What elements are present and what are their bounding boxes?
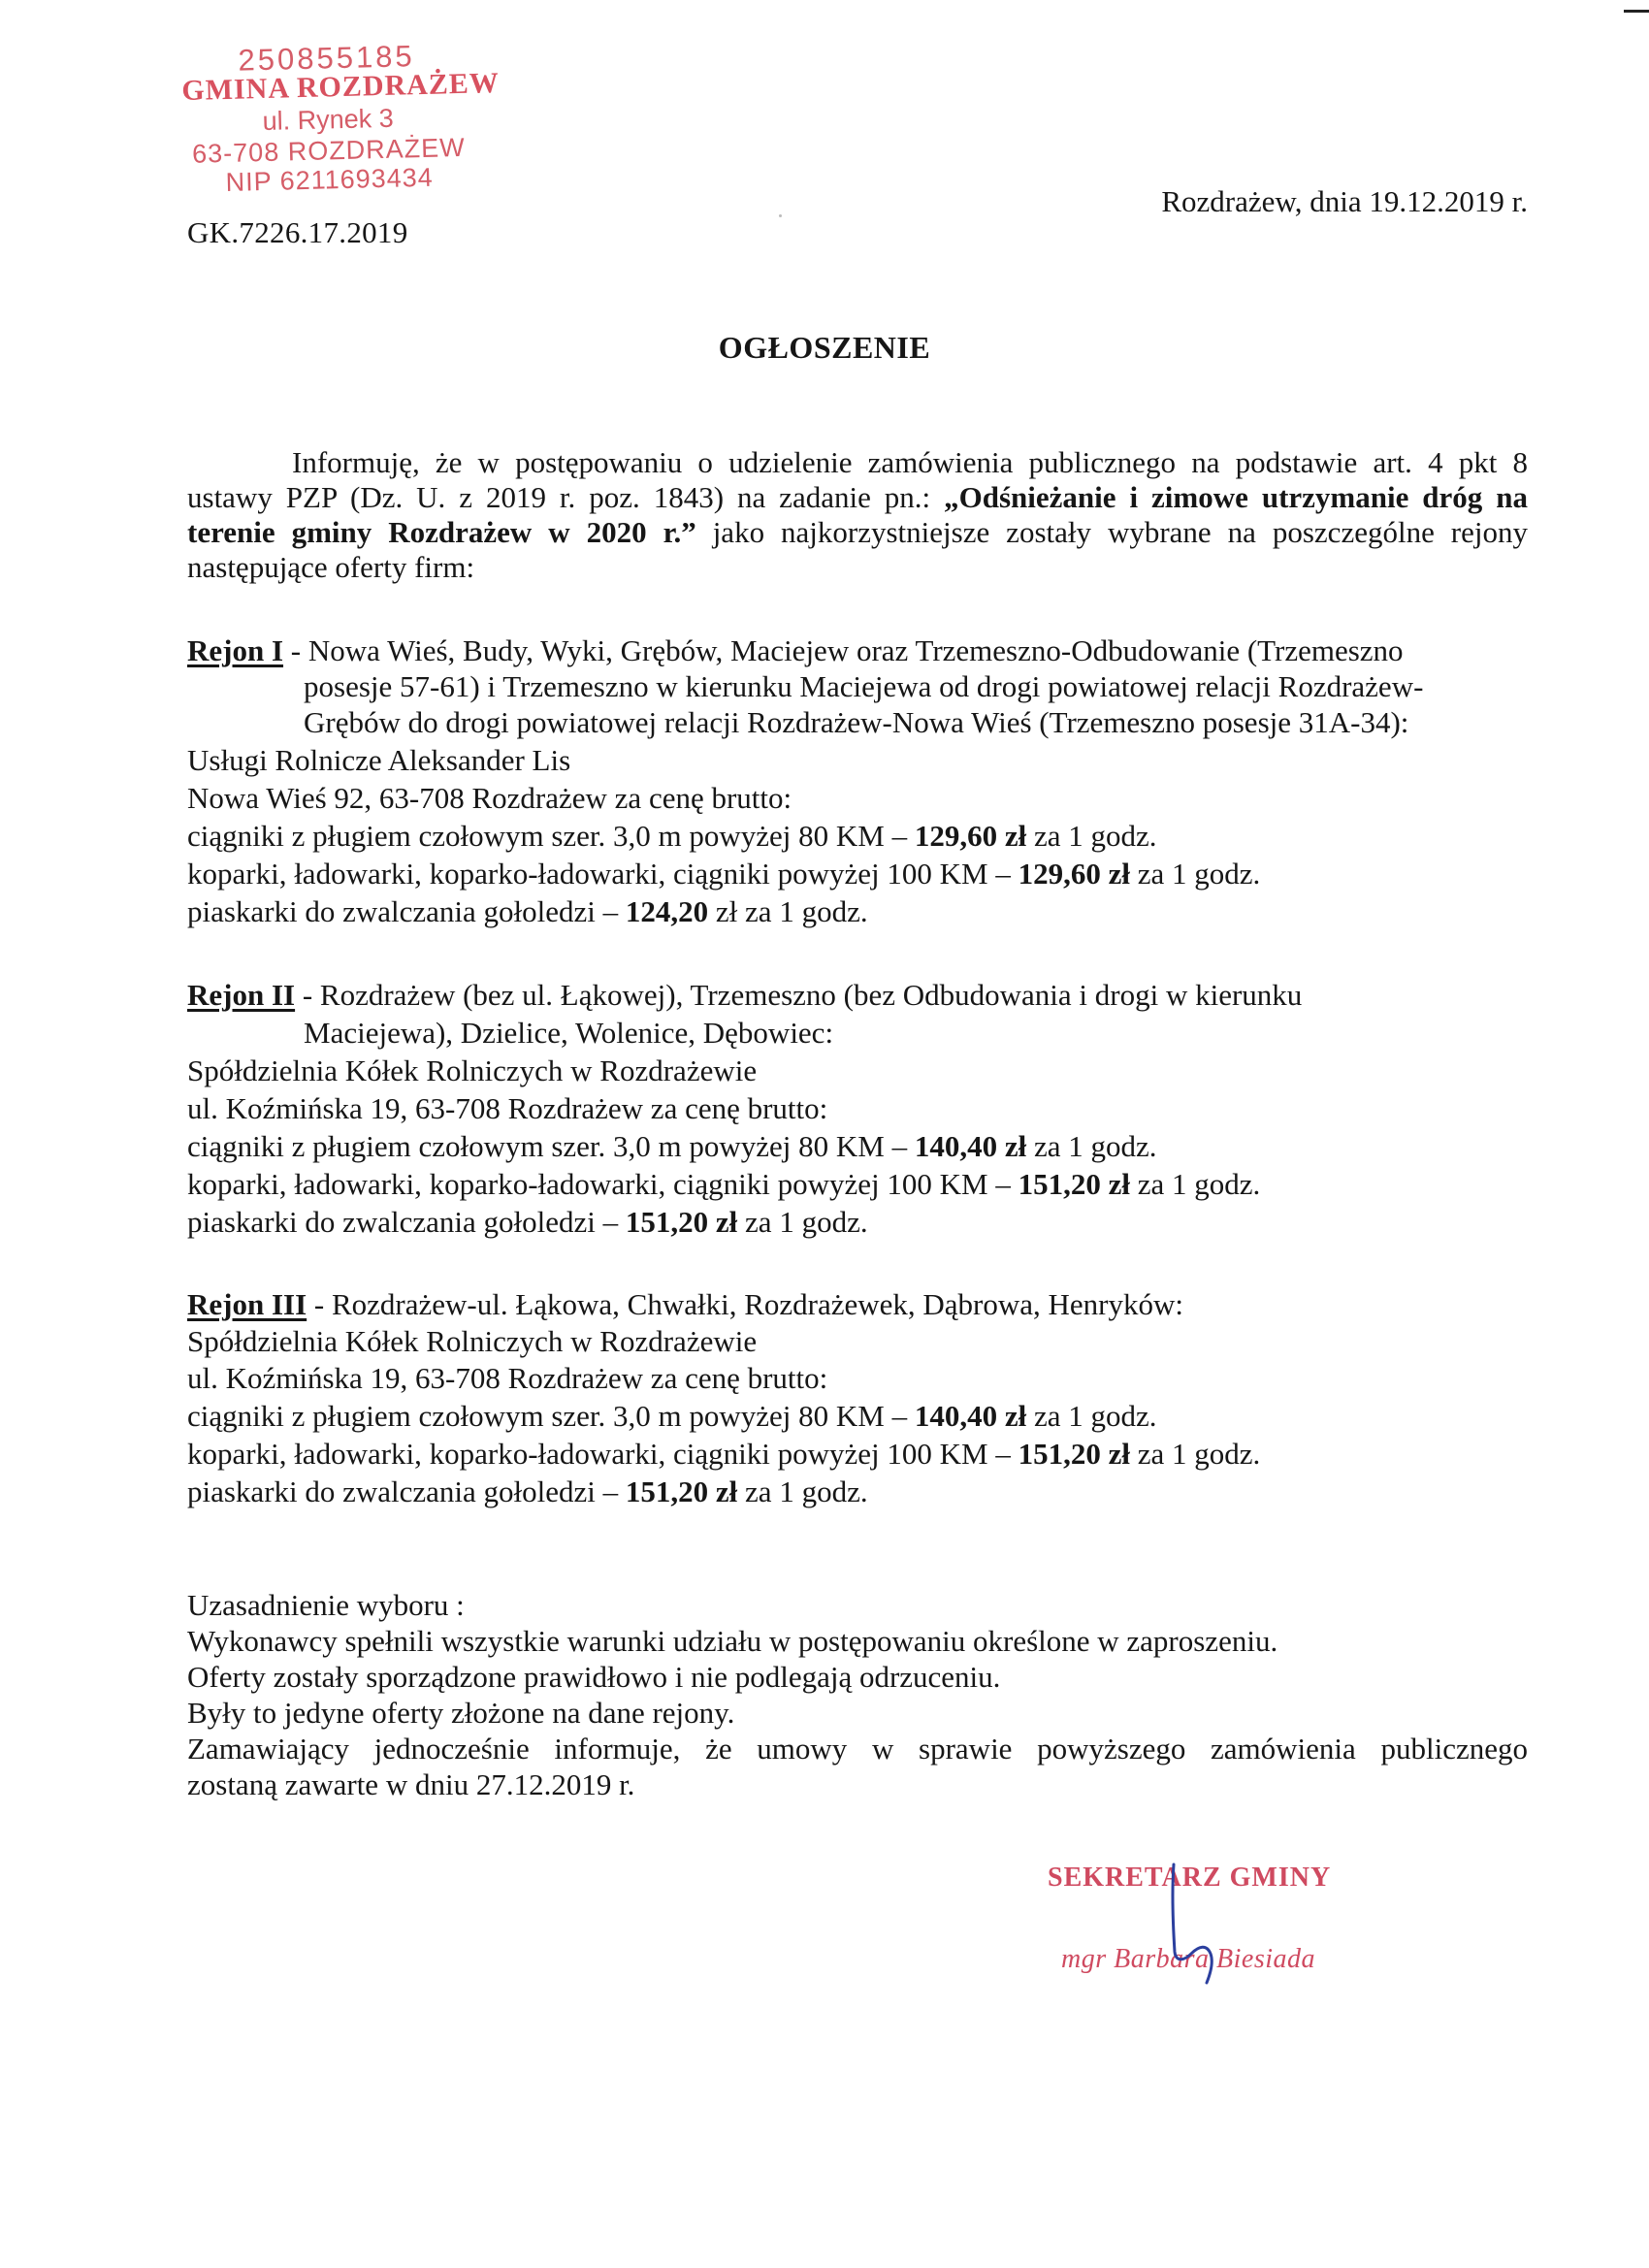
price-unit: za 1 godz. [1129, 857, 1261, 891]
document-date: Rozdrażew, dnia 19.12.2019 r. [1161, 184, 1528, 218]
task-name: „Odśnieżanie i zimowe utrzymanie dróg na [944, 480, 1528, 514]
region-2-description: Maciejewa), Dzielice, Wolenice, Dębowiec: [304, 1016, 834, 1050]
stamp-nip: NIP 6211693434 [225, 162, 435, 197]
region-1-price-row [187, 856, 1260, 892]
scan-speck [779, 214, 782, 217]
task-name: terenie gminy Rozdrażew w 2020 r.” [187, 515, 696, 549]
region-3-header [187, 1286, 1183, 1323]
intro-text: jako najkorzystniejsze zostały wybrane na poszczególne rejony [695, 515, 1528, 549]
price-unit: za 1 godz. [1026, 819, 1157, 853]
price-value: 124,20 [625, 894, 709, 928]
office-stamp [180, 37, 504, 197]
region-1-description: Grębów do drogi powiatowej relacji Rozdrażew-Nowa Wieś (Trzemeszno posesje 31A-34): [304, 705, 1409, 739]
justification-line [187, 1731, 1528, 1767]
region-2-firm: Spółdzielnia Kółek Rolniczych w Rozdrażewie [187, 1053, 758, 1087]
justification-line: zostaną zawarte w dniu 27.12.2019 r. [187, 1767, 635, 1801]
price-item: piaskarki do zwalczania gołoledzi – [187, 1474, 626, 1508]
price-unit: za 1 godz. [737, 1474, 868, 1508]
region-label: Rejon III [187, 1287, 307, 1321]
region-3-price-row [187, 1436, 1260, 1473]
signature-stamp [1048, 1863, 1358, 1989]
intro-line-2 [187, 479, 1528, 516]
justification-line: Były to jedyne oferty złożone na dane rejony. [187, 1696, 735, 1730]
region-1-address: Nowa Wieś 92, 63-708 Rozdrażew za cenę brutto: [187, 781, 792, 815]
price-item: koparki, ładowarki, koparko-ładowarki, ciągniki powyżej 100 KM – [187, 857, 1018, 891]
intro-text: Informuję, że w postępowaniu o udzielenie zamówienia publicznego na podstawie art. 4 pkt 8 [292, 445, 1528, 479]
signature-title: SEKRETARZ GMINY [1048, 1863, 1332, 1893]
region-2-address: ul. Koźmińska 19, 63-708 Rozdrażew za cenę brutto: [187, 1091, 828, 1125]
region-1-price-row [187, 818, 1157, 855]
stamp-regon: 250855185 [238, 39, 416, 78]
price-value: 140,40 zł [914, 1399, 1027, 1433]
region-2-price-row [187, 1166, 1260, 1203]
region-1-firm: Usługi Rolnicze Aleksander Lis [187, 743, 571, 777]
price-unit: za 1 godz. [1129, 1167, 1261, 1201]
region-3-firm: Spółdzielnia Kółek Rolniczych w Rozdrażewie [187, 1324, 758, 1358]
price-item: ciągniki z pługiem czołowym szer. 3,0 m powyżej 80 KM – [187, 819, 915, 853]
region-1-price-row [187, 893, 868, 930]
price-unit: za 1 godz. [1026, 1129, 1157, 1163]
intro-line-1 [187, 444, 1528, 481]
stamp-name: GMINA ROZDRAŻEW [180, 67, 501, 108]
handwritten-signature [1162, 1853, 1240, 1989]
price-currency: zł [708, 894, 738, 928]
price-value: 140,40 zł [914, 1129, 1027, 1163]
region-2-header [187, 977, 1302, 1014]
region-description: - Rozdrażew (bez ul. Łąkowej), Trzemeszno (bez Odbudowania i drogi w kierunku [295, 978, 1303, 1012]
region-2-price-row [187, 1204, 868, 1241]
region-2-price-row [187, 1128, 1157, 1165]
stamp-city: 63-708 ROZDRAŻEW [191, 132, 467, 169]
justification-text: Zamawiający jednocześnie informuje, że umowy w sprawie powyższego zamówienia publicznego [187, 1732, 1528, 1766]
price-value: 129,60 zł [914, 819, 1027, 853]
price-item: ciągniki z pługiem czołowym szer. 3,0 m powyżej 80 KM – [187, 1129, 915, 1163]
scan-edge-mark [1624, 10, 1649, 13]
signature-name: mgr Barbara Biesiada [1061, 1944, 1315, 1974]
price-item: ciągniki z pługiem czołowym szer. 3,0 m powyżej 80 KM – [187, 1399, 915, 1433]
region-label: Rejon I [187, 633, 284, 667]
intro-text: ustawy PZP (Dz. U. z 2019 r. poz. 1843) na zadanie pn.: [187, 480, 945, 514]
justification-line: Wykonawcy spełnili wszystkie warunki udziału w postępowaniu określone w zaproszeniu. [187, 1624, 1278, 1658]
price-unit: za 1 godz. [737, 1205, 868, 1239]
price-value: 129,60 zł [1018, 857, 1130, 891]
region-3-address: ul. Koźmińska 19, 63-708 Rozdrażew za cenę brutto: [187, 1361, 828, 1395]
price-value: 151,20 zł [625, 1205, 738, 1239]
justification-line: Oferty zostały sporządzone prawidłowo i nie podlegają odrzuceniu. [187, 1660, 1001, 1694]
price-value: 151,20 zł [1018, 1437, 1130, 1471]
price-unit: za 1 godz. [1026, 1399, 1157, 1433]
price-item: koparki, ładowarki, koparko-ładowarki, ciągniki powyżej 100 KM – [187, 1437, 1018, 1471]
justification-heading: Uzasadnienie wyboru : [187, 1588, 465, 1622]
price-item: piaskarki do zwalczania gołoledzi – [187, 1205, 626, 1239]
region-label: Rejon II [187, 978, 296, 1012]
price-unit: za 1 godz. [737, 894, 868, 928]
region-1-header [187, 632, 1404, 669]
price-value: 151,20 zł [625, 1474, 738, 1508]
price-value: 151,20 zł [1018, 1167, 1130, 1201]
region-3-price-row [187, 1398, 1157, 1435]
price-unit: za 1 godz. [1129, 1437, 1261, 1471]
region-description: - Nowa Wieś, Budy, Wyki, Grębów, Maciejew oraz Trzemeszno-Odbudowanie (Trzemeszno [283, 633, 1404, 667]
intro-line-4: następujące oferty firm: [187, 550, 475, 584]
reference-number: GK.7226.17.2019 [187, 215, 408, 249]
intro-line-3 [187, 514, 1528, 551]
price-item: piaskarki do zwalczania gołoledzi – [187, 894, 626, 928]
document-title: OGŁOSZENIE [718, 330, 931, 365]
region-1-description: posesje 57-61) i Trzemeszno w kierunku Maciejewa od drogi powiatowej relacji Rozdrażew- [304, 669, 1424, 703]
region-description: - Rozdrażew-ul. Łąkowa, Chwałki, Rozdrażewek, Dąbrowa, Henryków: [307, 1287, 1183, 1321]
region-3-price-row [187, 1474, 868, 1510]
price-item: koparki, ładowarki, koparko-ładowarki, ciągniki powyżej 100 KM – [187, 1167, 1018, 1201]
stamp-street: ul. Rynek 3 [262, 103, 395, 137]
